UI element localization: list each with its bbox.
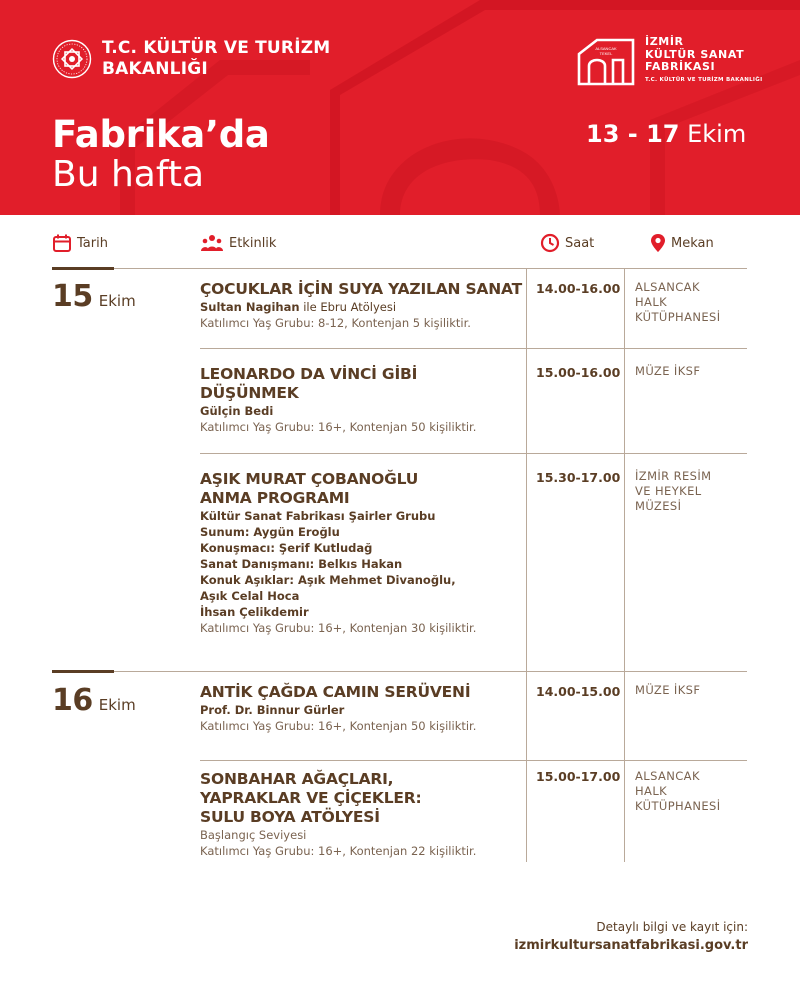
event-info: Katılımcı Yaş Grubu: 16+, Kontenjan 22 kişiliktir. [200,844,477,858]
event-venue [635,469,712,514]
clock-icon [540,233,560,253]
column-label-time: Saat [565,235,595,251]
event-time: 15.00-17.00 [536,769,621,784]
event-time: 14.00-16.00 [536,281,621,296]
event-title-line: SONBAHAR AĞAÇLARI, [200,770,394,788]
venue-line: MÜZE İKSF [635,364,701,378]
ministry-name-line2: BAKANLIĞI [102,59,208,79]
event-info: Katılımcı Yaş Grubu: 8-12, Kontenjan 5 kişiliktir. [200,316,471,330]
event-detail: Aşık Celal Hoca [200,589,300,603]
date-range [586,119,746,149]
event-time: 14.00-15.00 [536,684,621,699]
day-label [52,279,136,314]
event-item [200,365,525,435]
column-header-time [540,231,594,255]
event-detail: Prof. Dr. Binnur Gürler [200,703,345,717]
event-title-line: DÜŞÜNMEK [200,384,299,402]
event-detail: İhsan Çelikdemir [200,605,309,619]
event-item [200,683,525,734]
event-time: 15.30-17.00 [536,470,621,485]
column-divider [624,268,625,862]
factory-name-line2: KÜLTÜR SANAT [645,47,745,61]
venue-line: KÜTÜPHANESİ [635,799,721,813]
day-number: 15 [52,279,93,314]
event-title-line: LEONARDO DA VİNCİ GİBİ [200,365,418,383]
date-range-month: Ekim [687,120,747,148]
location-pin-icon [650,233,666,253]
header-banner [0,0,800,215]
event-venue [635,364,700,379]
row-divider [200,453,747,454]
event-detail: Sunum: Aygün Eroğlu [200,525,340,539]
event-detail: Başlangıç Seviyesi [200,828,307,842]
event-detail: Konuşmacı: Şerif Kutludağ [200,541,373,555]
column-header-date [52,231,108,255]
svg-text:ALSANCAK: ALSANCAK [595,46,617,51]
venue-line: MÜZESİ [635,499,682,513]
venue-line: İZMİR RESİM [635,469,712,483]
day-separator-accent [52,670,114,673]
day-number: 16 [52,683,93,718]
event-detail: Kültür Sanat Fabrikası Şairler Grubu [200,509,436,523]
venue-line: HALK [635,295,668,309]
event-activity: ile Ebru Atölyesi [299,300,397,314]
day-separator-line [114,268,747,269]
event-title-line: ANTİK ÇAĞDA CAMIN SERÜVENİ [200,683,471,701]
event-item [200,770,525,859]
event-item [200,280,525,331]
row-divider [200,348,747,349]
event-detail: Sanat Danışmanı: Belkıs Hakan [200,557,403,571]
day-separator-accent [52,267,114,270]
ministry-name-line1: T.C. KÜLTÜR VE TURİZM [102,38,331,58]
column-label-venue: Mekan [671,235,714,251]
event-info: Katılımcı Yaş Grubu: 16+, Kontenjan 50 kişiliktir. [200,420,477,434]
footer [514,918,748,956]
column-label-date: Tarih [77,235,108,251]
event-venue [635,769,721,814]
column-divider [526,268,527,862]
day-separator-line [114,671,747,672]
row-divider [200,760,747,761]
ministry-emblem-icon [52,39,92,79]
event-title-line: ANMA PROGRAMI [200,489,350,507]
venue-line: MÜZE İKSF [635,683,701,697]
event-detail [200,299,525,315]
event-detail: Gülçin Bedi [200,404,274,418]
venue-line: ALSANCAK [635,280,700,294]
event-person: Sultan Nagihan [200,300,300,314]
day-label [52,683,136,718]
page-title: Fabrika’da [52,113,270,156]
factory-brand [575,36,762,86]
event-detail: Konuk Aşıklar: Aşık Mehmet Divanoğlu, [200,573,456,587]
date-range-days: 13 - 17 [586,120,680,148]
svg-text:TEKEL: TEKEL [599,51,613,56]
event-venue [635,280,721,325]
day-month: Ekim [98,292,136,310]
event-info: Katılımcı Yaş Grubu: 16+, Kontenjan 50 kişiliktir. [200,719,477,733]
day-month: Ekim [98,696,136,714]
event-info: Katılımcı Yaş Grubu: 16+, Kontenjan 30 kişiliktir. [200,621,477,635]
factory-name-line3: FABRİKASI [645,60,716,73]
venue-line: ALSANCAK [635,769,700,783]
footer-website-link[interactable]: izmirkultursanatfabrikasi.gov.tr [514,938,748,953]
venue-line: KÜTÜPHANESİ [635,310,721,324]
event-title-line: SULU BOYA ATÖLYESİ [200,808,380,826]
event-title-line: AŞIK MURAT ÇOBANOĞLU [200,470,419,488]
factory-logo-icon [575,36,637,86]
calendar-icon [52,233,72,253]
footer-info-text: Detaylı bilgi ve kayıt için: [596,920,748,934]
column-header-venue [650,231,714,255]
factory-subtitle: T.C. KÜLTÜR VE TURİZM BAKANLIĞI [645,76,763,83]
venue-line: HALK [635,784,668,798]
event-venue [635,683,700,698]
column-label-event: Etkinlik [229,235,277,251]
people-icon [200,233,224,253]
event-item [200,470,525,636]
event-title: ÇOCUKLAR İÇİN SUYA YAZILAN SANAT [200,280,522,298]
column-header-event [200,231,276,255]
event-time: 15.00-16.00 [536,365,621,380]
page-subtitle: Bu hafta [52,154,205,195]
factory-name-line1: İZMİR [645,35,684,48]
ministry-brand [52,38,330,80]
venue-line: VE HEYKEL [635,484,702,498]
event-title-line: YAPRAKLAR VE ÇİÇEKLER: [200,789,422,807]
